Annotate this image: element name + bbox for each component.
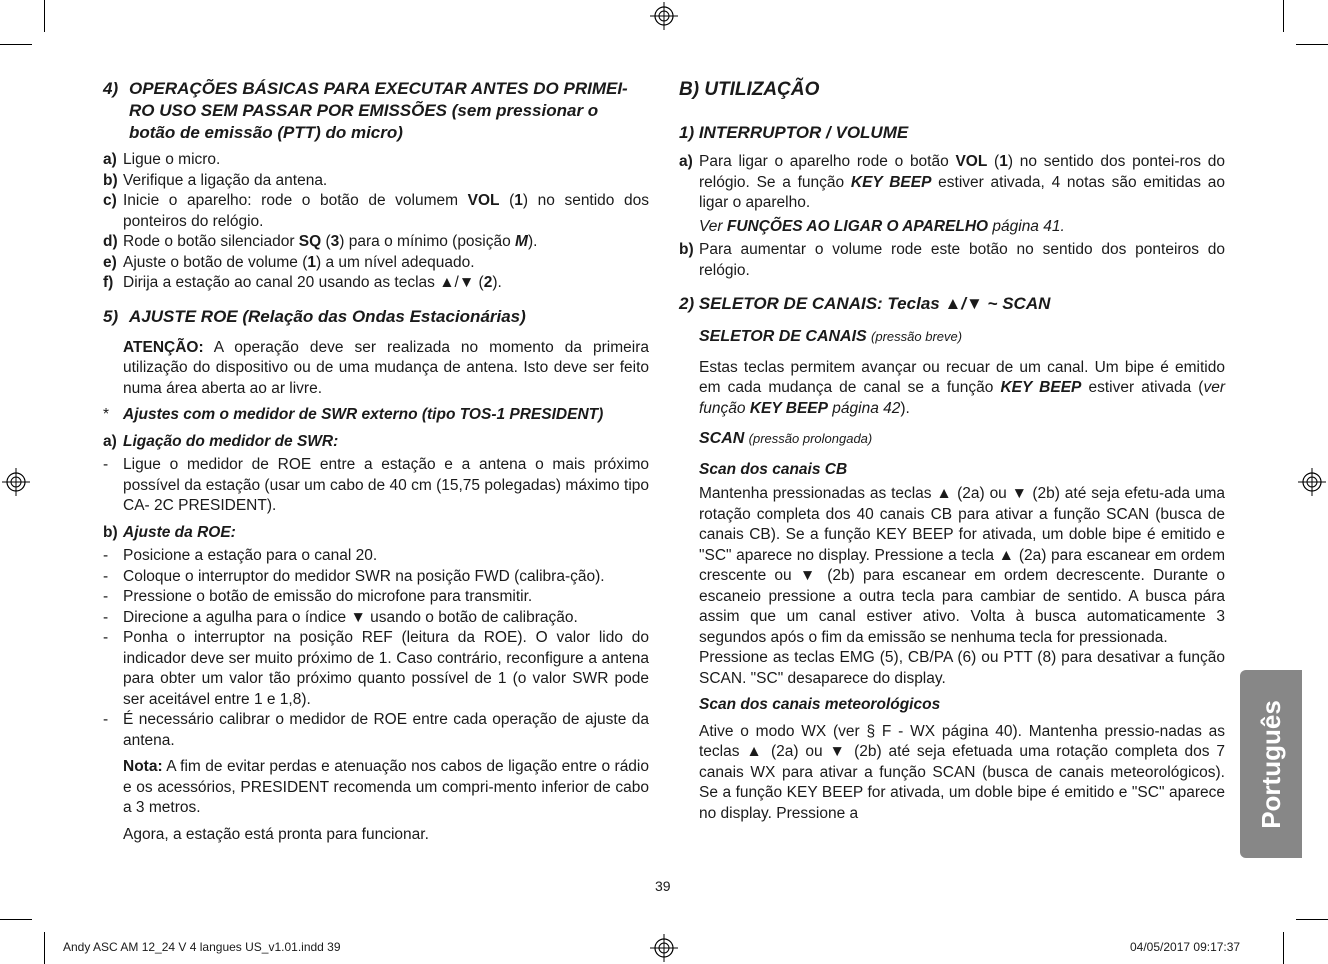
ready-text: Agora, a estação está pronta para funcionar.: [123, 825, 429, 843]
cb-scan-text: Mantenha pressionadas as teclas ▲ (2a) ou ▼ (2b) até seja efetu-ada uma rotação completa dos 40 canais CB para ativar a função SCAN (busca de canais CB). Se a função KEY BEEP for ativada, um doble bipe é emitido e "SC" aparece no display. Pressione a tecla ▲ (2a) para escanear em ordem crescente ou ▼ (2b) para escanear em ordem decrescente. Durante o escaneio pressione a outra tecla para cambiar de sentido. A busca pára assim que um canal estiver ativo. Volta à busca automaticamente 3 segundos após o fim da emissão se nenhuma tecla for pressionada.: [699, 485, 1225, 646]
selector-heading: SELETOR DE CANAIS (pressão breve): [699, 328, 963, 345]
list-item: f) Dirija a estação ao canal 20 usando as teclas ▲/▼ (2).: [103, 274, 502, 291]
crop-mark: [44, 0, 45, 32]
language-tab: Português: [1240, 670, 1302, 858]
section-2-heading: 2) SELETOR DE CANAIS: Teclas ▲/▼ ~ SCAN: [679, 294, 1051, 313]
section-1-heading: 1) INTERRUPTOR / VOLUME: [679, 123, 909, 142]
cb-scan-heading: Scan dos canais CB: [699, 460, 848, 478]
adjust-heading: b) Ajuste da ROE:: [103, 523, 236, 541]
list-item: a) Ligue o micro.: [103, 151, 221, 168]
see-reference: Ver FUNÇÕES AO LIGAR O APARELHO página 41.: [699, 217, 1065, 235]
list-item: - Coloque o interruptor do medidor SWR na posição FWD (calibra-ção).: [103, 567, 605, 585]
list-item: - Ligue o medidor de ROE entre a estação e a antena o mais próximo possível da estação (usar um cabo de 40 cm (15,75 polegadas) máximo tipo CA- 2C PRESIDENT).: [103, 456, 649, 514]
list-item: - Pressione o botão de emissão do microfone para transmitir.: [103, 588, 533, 605]
attention-note: ATENÇÃO: A operação deve ser realizada no momento da primeira utilização do dispositivo ou de uma mudança de antena. Isto deve ser feito numa área aberta ao ar livre.: [123, 338, 649, 397]
registration-mark-icon: [650, 934, 678, 962]
registration-mark-icon: [2, 468, 30, 496]
cb-scan-text-2: Pressione as teclas EMG (5), CB/PA (6) ou PTT (8) para desativar a função SCAN. "SC" desaparece do display.: [699, 649, 1225, 687]
crop-mark: [1283, 932, 1284, 964]
crop-mark: [0, 919, 32, 920]
wx-scan-heading: Scan dos canais meteorológicos: [699, 696, 941, 713]
list-item: c) Inicie o aparelho: rode o botão de volumem VOL (1) no sentido dos ponteiros do relógio.: [103, 192, 649, 230]
registration-mark-icon: [650, 2, 678, 30]
list-item: e) Ajuste o botão de volume (1) a um nível adequado.: [103, 253, 475, 271]
crop-mark: [44, 932, 45, 964]
list-item: - Ponha o interruptor na posição REF (leitura da ROE). O valor lido do indicador deve ser muito próximo de 1. Caso contrário, reconfigure a antena para obter um valor tão próximo quanto possível de 1 (o valor SWR pode ser aceitável entre 1 e 1,8).: [103, 629, 649, 708]
section-4-heading: 4) OPERAÇÕES BÁSICAS PARA EXECUTAR ANTES DO PRIMEI-RO USO SEM PASSAR POR EMISSÕES (sem pressionar o botão de emissão (PTT) do micro): [103, 79, 628, 142]
connection-heading: a) Ligação do medidor de SWR:: [103, 432, 339, 450]
left-column: [103, 78, 649, 845]
crop-mark: [0, 44, 32, 45]
crop-mark: [1283, 0, 1284, 32]
list-item: a) Para ligar o aparelho rode o botão VOL (1) no sentido dos pontei-ros do relógio. Se a função KEY BEEP estiver ativada, 4 notas são emitidas ao ligar o aparelho.: [679, 153, 1225, 211]
page-number: 39: [655, 878, 671, 894]
list-item: - Posicione a estação para o canal 20.: [103, 547, 378, 564]
list-item: - Direcione a agulha para o índice ▼ usando o botão de calibração.: [103, 608, 578, 626]
list-item: b) Verifique a ligação da antena.: [103, 171, 328, 189]
registration-mark-icon: [1298, 468, 1326, 496]
list-item: b) Para aumentar o volume rode este botão no sentido dos ponteiros do relógio.: [679, 241, 1225, 279]
note: Nota: A fim de evitar perdas e atenuação nos cabos de ligação entre o rádio e os acessórios, PRESIDENT recomenda um compri-mento inferior de cabo a 3 metros.: [123, 758, 649, 816]
crop-mark: [1296, 919, 1328, 920]
crop-mark: [1296, 44, 1328, 45]
scan-heading: SCAN (pressão prolongada): [699, 430, 873, 447]
selector-text: Estas teclas permitem avançar ou recuar de um canal. Um bipe é emitido em cada mudança de canal se a função KEY BEEP estiver ativada (ver função KEY BEEP página 42).: [699, 358, 1226, 417]
section-5-heading: 5) AJUSTE ROE (Relação das Ondas Estacionárias): [103, 306, 526, 326]
print-slug-date: 04/05/2017 09:17:37: [1130, 940, 1241, 954]
print-slug-file: Andy ASC AM 12_24 V 4 langues US_v1.01.indd 39: [63, 940, 341, 954]
right-column: [679, 78, 1225, 824]
list-item: - É necessário calibrar o medidor de ROE entre cada operação de ajuste da antena.: [103, 711, 649, 749]
section-b-heading: B) UTILIZAÇÃO: [679, 79, 820, 100]
swr-heading: * Ajustes com o medidor de SWR externo (tipo TOS-1 PRESIDENT): [103, 406, 604, 423]
wx-scan-text: Ative o modo WX (ver § F - WX página 40). Mantenha pressio-nadas as teclas ▲ (2a) ou ▼ (2b) até seja efetuada uma rotação completa dos 7 canais WX para ativar a função SCAN (busca de canais meteorológicos). Se a função KEY BEEP for ativada, um doble bipe é emitido e "SC" aparece no display. Pressione a: [699, 722, 1225, 822]
list-item: d) Rode o botão silenciador SQ (3) para o mínimo (posição M).: [103, 233, 538, 250]
